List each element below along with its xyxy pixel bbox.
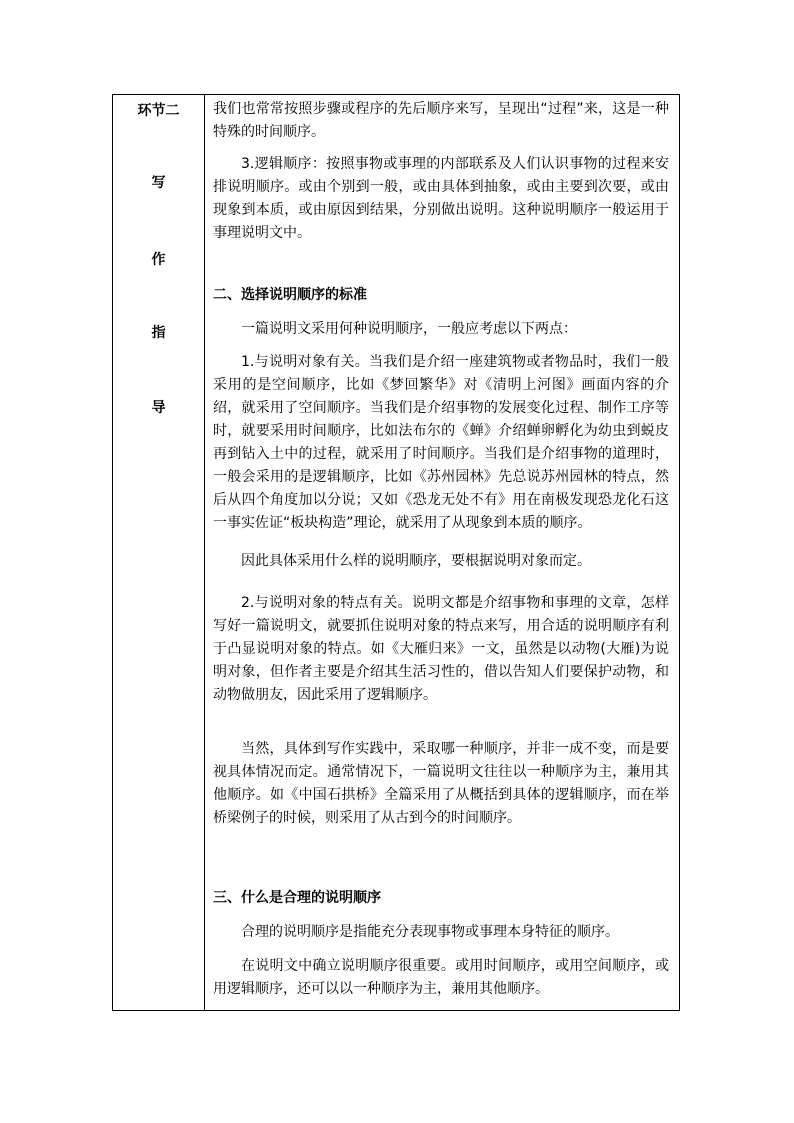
- paragraph-reasonable: 合理的说明顺序是指能充分表现事物或事理本身特征的顺序。: [241, 924, 619, 940]
- paragraph-therefore: 因此具体采用什么样的说明顺序，要根据说明对象而定。: [241, 553, 591, 569]
- section-char-2: 作: [151, 252, 166, 268]
- paragraph-continuation: 我们也常常按照步骤或程序的先后顺序来写，呈现出“过程”来，这是一种特殊的时间顺序。: [213, 101, 669, 140]
- heading-selection-criteria: 二、选择说明顺序的标准: [213, 287, 367, 303]
- paragraph-important: 在说明文中确立说明顺序很重要。或用时间顺序，或用空间顺序，或用逻辑顺序，还可以以一种顺序为主，兼用其他顺序。: [213, 958, 669, 997]
- lesson-table: [112, 94, 680, 1011]
- section-char-3: 指: [151, 325, 166, 341]
- content-cell: [205, 95, 679, 1010]
- section-char-4: 导: [151, 400, 166, 416]
- paragraph-point-2: 2.与说明对象的特点有关。说明文都是介绍事物和事理的文章，怎样写好一篇说明文，就要抓住说明对象的特点来写，用合适的说明顺序有利于凸显说明对象的特点。如《大雁归来》一文，虽然是以动物(大雁)为说明对象，但作者主要是介绍其生活习性的，借以告知人们要保护动物，和动物做朋友，因此采用了逻辑顺序。: [213, 595, 669, 703]
- paragraph-of-course: 当然，具体到写作实践中，采取哪一种顺序，并非一成不变，而是要视具体情况而定。通常情况下，一篇说明文往往以一种顺序为主，兼用其他顺序。如《中国石拱桥》全篇采用了从概括到具体的逻辑顺序，而在举桥梁例子的时候，则采用了从古到今的时间顺序。: [213, 741, 669, 826]
- paragraph-logical-order: 3.逻辑顺序：按照事物或事理的内部联系及人们认识事物的过程来安排说明顺序。或由个别到一般，或由具体到抽象，或由主要到次要，或由现象到本质，或由原因到结果，分别做出说明。这种说明顺序一般运用于事理说明文中。: [213, 156, 669, 241]
- section-char-1: 写: [151, 175, 166, 191]
- section-label-cell: [113, 95, 205, 1010]
- section-title: 环节二: [137, 103, 180, 119]
- paragraph-two-points: 一篇说明文采用何种说明顺序，一般应考虑以下两点：: [241, 321, 577, 337]
- paragraph-point-1: 1.与说明对象有关。当我们是介绍一座建筑物或者物品时，我们一般采用的是空间顺序，比如《梦回繁华》对《清明上河图》画面内容的介绍，就采用了空间顺序。当我们是介绍事物的发展变化过程、制作工序等时，就要采用时间顺序，比如法布尔的《蝉》介绍蝉卵孵化为幼虫到蜕皮再到钻入土中的过程，就采用了时间顺序。当我们是介绍事物的道理时，一般会采用的是逻辑顺序，比如《苏州园林》先总说苏州园林的特点，然后从四个角度加以分说；又如《恐龙无处不有》用在南极发现恐龙化石这一事实佐证“板块构造”理论，就采用了从现象到本质的顺序。: [213, 354, 669, 531]
- heading-reasonable-order: 三、什么是合理的说明顺序: [213, 890, 381, 906]
